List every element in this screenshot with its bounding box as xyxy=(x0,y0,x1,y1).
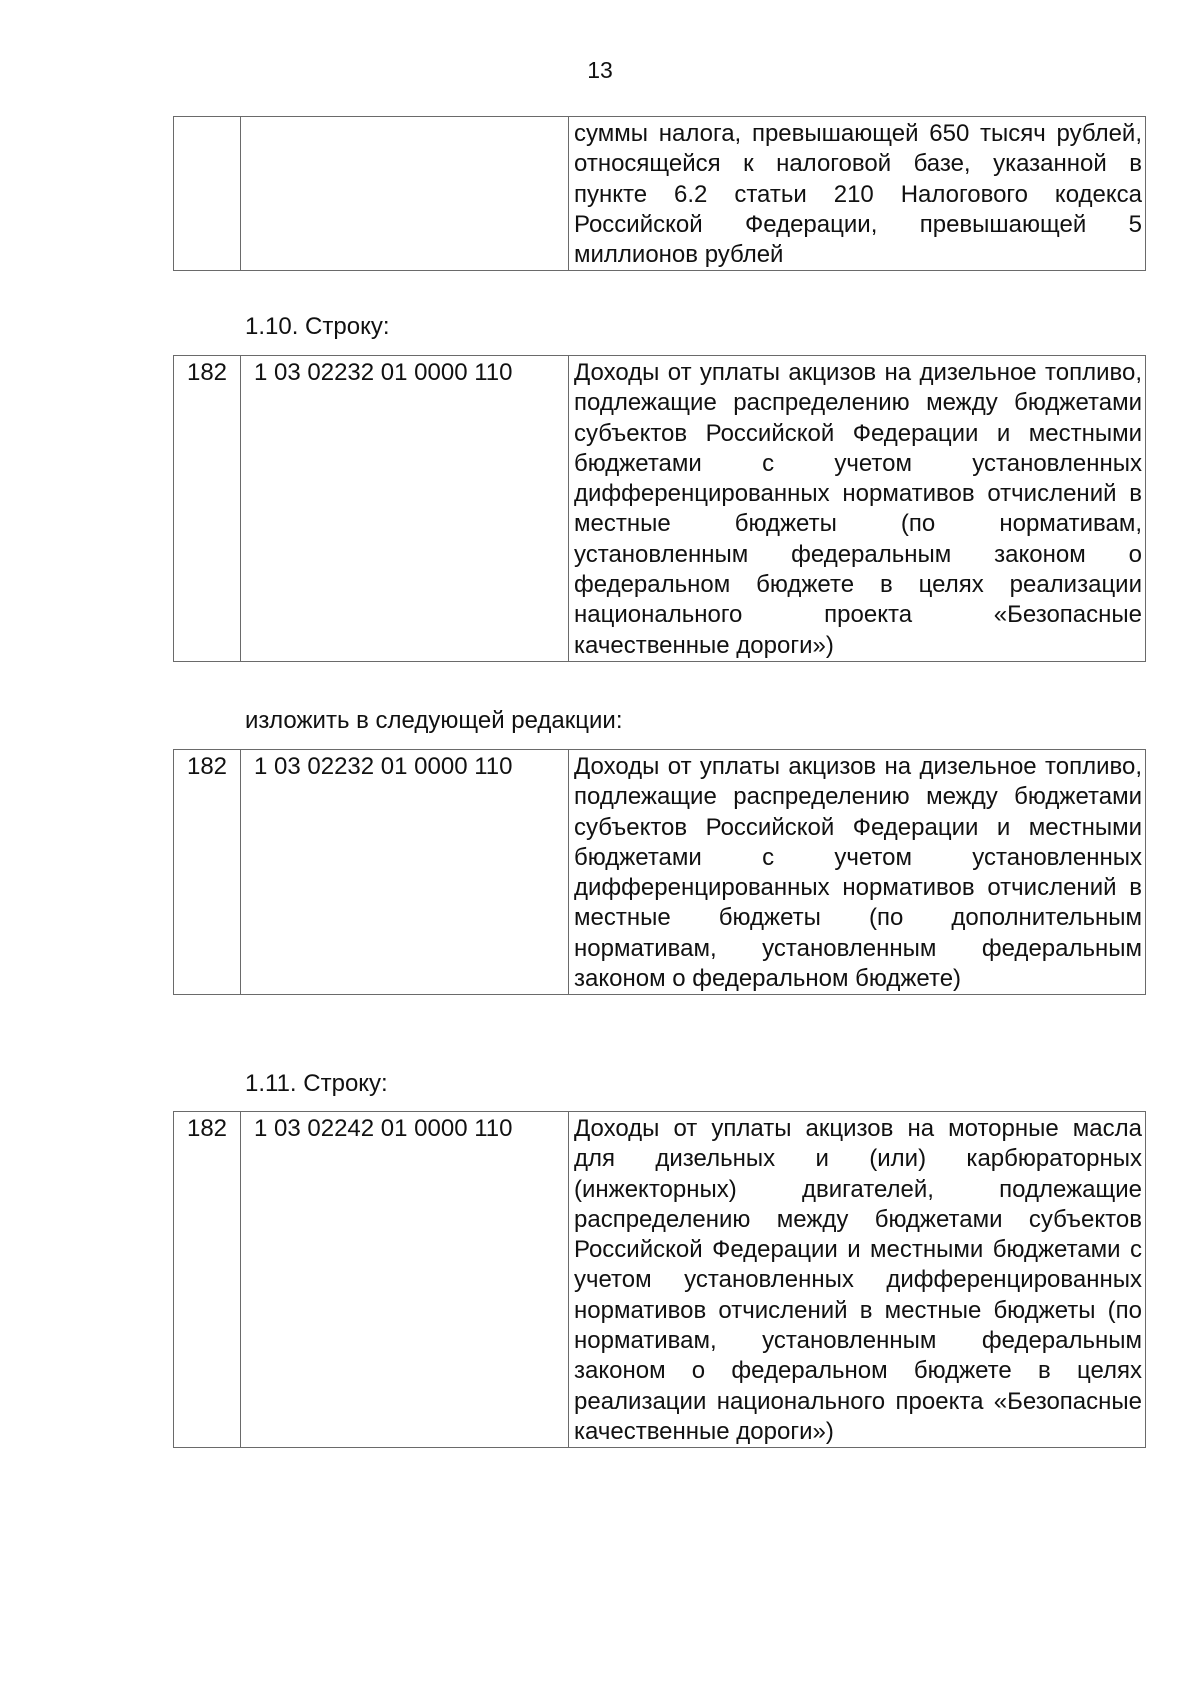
old-row-table-1-10 xyxy=(173,355,1146,662)
description-cell: Доходы от уплаты акцизов на дизельное топливо, подлежащие распределению между бюджетами субъектов Российской Федерации и местными бюджетами с учетом установленных дифференцированных нормативов отчислений в местные бюджеты (по нормативам, установленным федеральным законом о федеральном бюджете в целях реализации национального проекта «Безопасные качественные дороги») xyxy=(569,356,1146,662)
kbk-cell xyxy=(241,117,569,271)
description-cell: суммы налога, превышающей 650 тысяч рублей, относящейся к налоговой базе, указанной в пункте 6.2 статьи 210 Налогового кодекса Российской Федерации, превышающей 5 миллионов рублей xyxy=(569,117,1146,271)
kbk-cell: 1 03 02232 01 0000 110 xyxy=(241,750,569,995)
table-row xyxy=(174,117,1146,271)
code-cell: 182 xyxy=(174,356,241,662)
description-cell: Доходы от уплаты акцизов на дизельное топливо, подлежащие распределению между бюджетами субъектов Российской Федерации и местными бюджетами с учетом установленных дифференцированных нормативов отчислений в местные бюджеты (по дополнительным нормативам, установленным федеральным законом о федеральном бюджете) xyxy=(569,750,1146,995)
code-cell xyxy=(174,117,241,271)
table-row xyxy=(174,750,1146,995)
new-row-table-1-10 xyxy=(173,749,1146,995)
kbk-cell: 1 03 02242 01 0000 110 xyxy=(241,1112,569,1448)
section-heading-1-10: 1.10. Строку: xyxy=(245,313,390,340)
description-cell: Доходы от уплаты акцизов на моторные масла для дизельных и (или) карбюраторных (инжекторных) двигателей, подлежащие распределению между бюджетами субъектов Российской Федерации и местными бюджетами с учетом установленных дифференцированных нормативов отчислений в местные бюджеты (по нормативам, установленным федеральным законом о федеральном бюджете в целях реализации национального проекта «Безопасные качественные дороги») xyxy=(569,1112,1146,1448)
code-cell: 182 xyxy=(174,750,241,995)
code-cell: 182 xyxy=(174,1112,241,1448)
replace-phrase: изложить в следующей редакции: xyxy=(245,707,623,734)
kbk-cell: 1 03 02232 01 0000 110 xyxy=(241,356,569,662)
continuation-table xyxy=(173,116,1146,271)
page-number: 13 xyxy=(587,57,613,83)
table-row xyxy=(174,1112,1146,1448)
old-row-table-1-11 xyxy=(173,1111,1146,1448)
table-row xyxy=(174,356,1146,662)
section-heading-1-11: 1.11. Строку: xyxy=(245,1070,388,1097)
